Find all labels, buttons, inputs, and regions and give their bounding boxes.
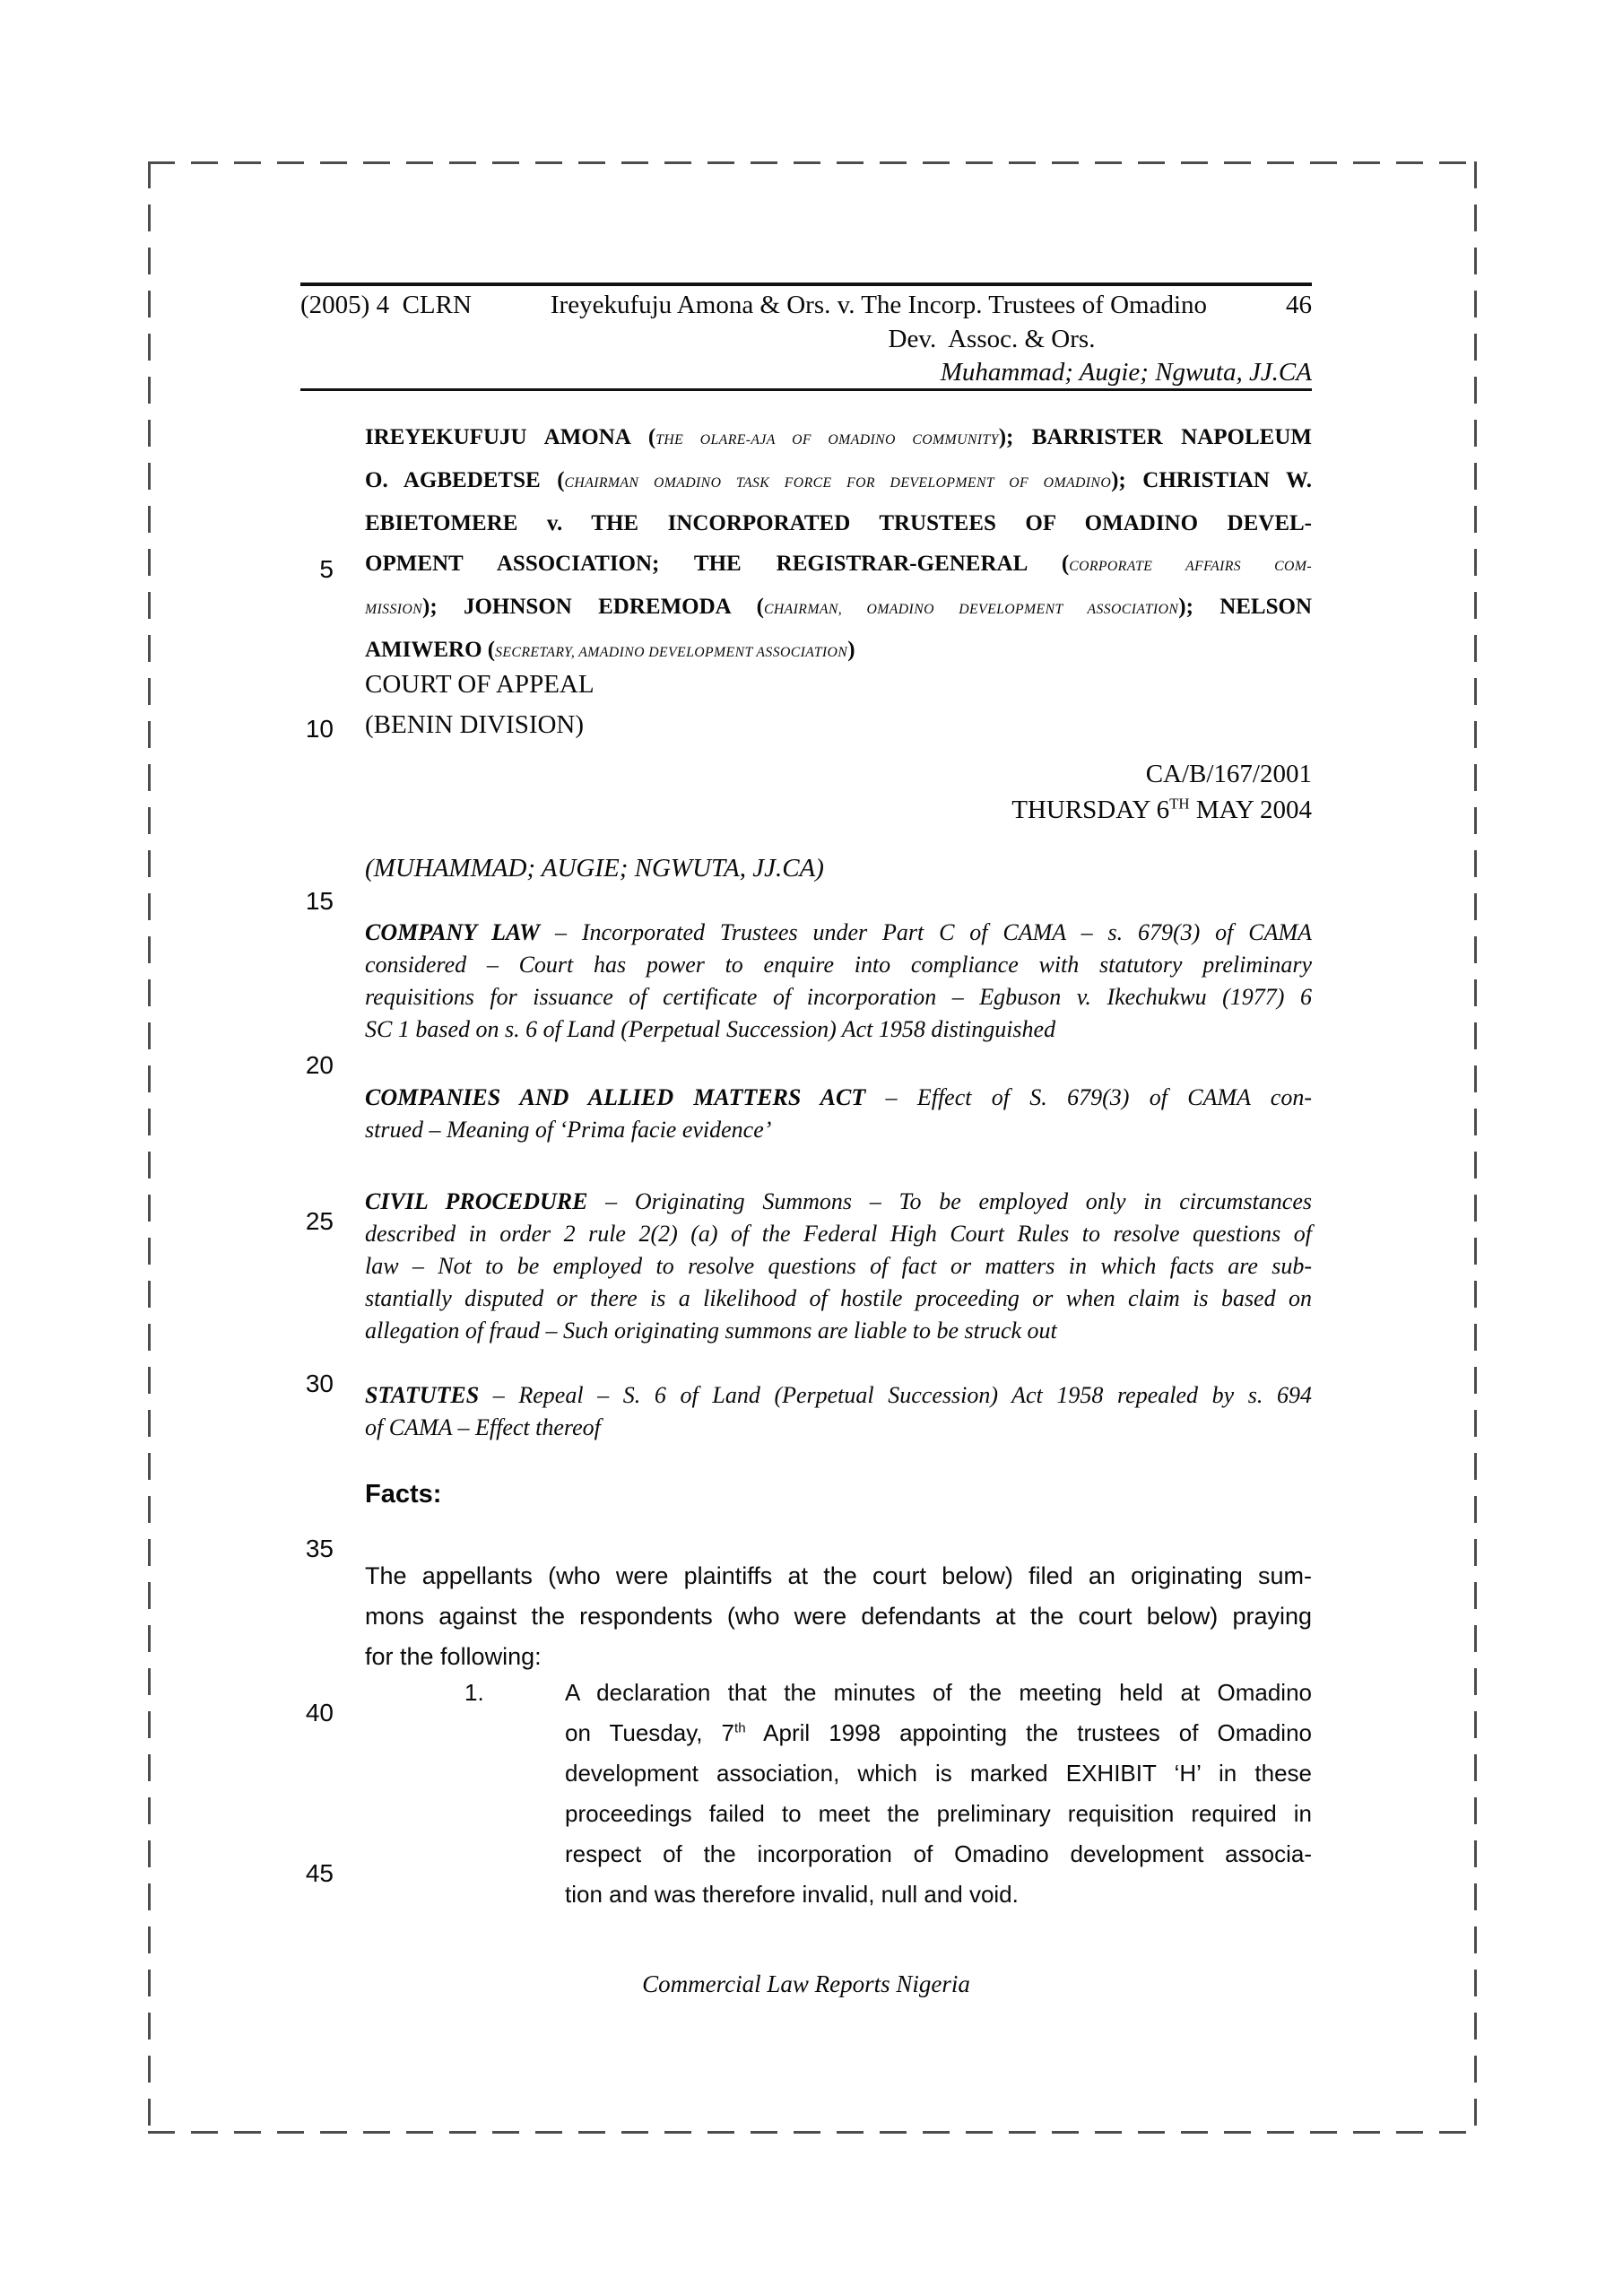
text-line: development association, which is marked EXHIBIT ‘H’ in these — [565, 1760, 1312, 1787]
text-line: SC 1 based on s. 6 of Land (Perpetual Succession) Act 1958 distinguished — [365, 1016, 1056, 1042]
text-line: mons against the respondents (who were defendants at the court below) praying — [365, 1603, 1312, 1630]
hearing-date-day: THURSDAY 6 — [1011, 796, 1170, 824]
text-line: stantially disputed or there is a likelihood of hostile proceeding or when claim is based on — [365, 1285, 1312, 1311]
text-line: OPMENT ASSOCIATION; THE REGISTRAR-GENERAL (CORPORATE AFFAIRS COM- — [365, 552, 1312, 576]
text-line: for the following: — [365, 1643, 542, 1670]
text-line: of CAMA – Effect thereof — [365, 1414, 601, 1440]
catchword-company-law — [365, 917, 1312, 1046]
text-line: MISSION); JOHNSON EDREMODA (CHAIRMAN, OMADINO DEVELOPMENT ASSOCIATION); NELSON — [365, 595, 1313, 619]
text-line: described in order 2 rule 2(2) (a) of the Federal High Court Rules to resolve questions of — [365, 1221, 1312, 1247]
court-division: (BENIN DIVISION) — [365, 710, 585, 739]
margin-line-number-30: 30 — [305, 1370, 334, 1397]
header-rule-top — [300, 283, 1312, 286]
text-line: The appellants (who were plaintiffs at the court below) filed an originating sum- — [365, 1562, 1312, 1589]
hearing-date — [365, 794, 1312, 826]
text-line: A declaration that the minutes of the meeting held at Omadino — [565, 1679, 1312, 1706]
hearing-date-ordinal: TH — [1169, 795, 1190, 813]
text-line: strued – Meaning of ‘Prima facie evidence’ — [365, 1117, 772, 1143]
text-line: law – Not to be employed to resolve questions of fact or matters in which facts are sub- — [365, 1253, 1312, 1279]
text-line: COMPANIES AND ALLIED MATTERS ACT – Effect of S. 679(3) of CAMA con- — [365, 1084, 1312, 1110]
parties-block — [365, 417, 1312, 673]
text-line: considered – Court has power to enquire into compliance with statutory preliminary — [365, 952, 1312, 978]
text-line: requisitions for issuance of certificate of incorporation – Egbuson v. Ikechukwu (1977) 6 — [365, 984, 1312, 1010]
suit-number: CA/B/167/2001 — [1145, 760, 1312, 788]
margin-line-number-40: 40 — [305, 1699, 334, 1726]
catchword-companies-allied-matters-act — [365, 1082, 1312, 1146]
margin-line-number-15: 15 — [305, 887, 334, 915]
margin-line-number-10: 10 — [305, 715, 334, 743]
text-line: tion and was therefore invalid, null and void. — [565, 1881, 1019, 1908]
report-citation: (2005) 4 CLRN — [300, 291, 472, 319]
dashed-border-right — [1474, 161, 1477, 2134]
court-name: COURT OF APPEAL — [365, 670, 595, 699]
judges-header: Muhammad; Augie; Ngwuta, JJ.CA — [940, 358, 1312, 387]
text-line: proceedings failed to meet the preliminary requisition required in — [565, 1800, 1312, 1827]
text-line: COMPANY LAW – Incorporated Trustees under Part C of CAMA – s. 679(3) of CAMA — [365, 919, 1312, 945]
catchword-statutes — [365, 1379, 1312, 1444]
coram: (MUHAMMAD; AUGIE; NGWUTA, JJ.CA) — [365, 854, 824, 883]
catchword-civil-procedure — [365, 1186, 1312, 1347]
text-line: AMIWERO (SECRETARY, AMADINO DEVELOPMENT ASSOCIATION) — [365, 638, 855, 662]
margin-line-number-45: 45 — [305, 1859, 334, 1887]
header-rule-bottom — [300, 388, 1312, 391]
hearing-date-month-year: MAY 2004 — [1189, 796, 1312, 824]
dashed-border-left — [148, 161, 151, 2134]
margin-line-number-35: 35 — [305, 1535, 334, 1562]
text-line: EBIETOMERE v. THE INCORPORATED TRUSTEES OF OMADINO DEVEL- — [365, 511, 1312, 535]
text-line: CIVIL PROCEDURE – Originating Summons – To be employed only in circumstances — [365, 1188, 1312, 1214]
case-name: Ireyekufuju Amona & Ors. v. The Incorp. Trustees of Omadino — [550, 291, 1208, 319]
text-line: IREYEKUFUJU AMONA (THE OLARE-AJA OF OMADINO COMMUNITY); BARRISTER NAPOLEUM — [365, 425, 1312, 449]
margin-line-number-25: 25 — [305, 1207, 334, 1235]
footer-publication-name: Commercial Law Reports Nigeria — [642, 1970, 970, 1997]
case-name-continued: Dev. Assoc. & Ors. — [888, 325, 1096, 353]
text-line: allegation of fraud – Such originating summons are liable to be struck out — [365, 1318, 1057, 1344]
text-line: on Tuesday, 7th April 1998 appointing the trustees of Omadino — [565, 1719, 1312, 1746]
claim-number: 1. — [464, 1679, 484, 1706]
dashed-border-top — [148, 161, 1477, 164]
claim-1-paragraph — [565, 1673, 1312, 1915]
page-number: 46 — [1286, 291, 1312, 319]
facts-intro-paragraph — [365, 1556, 1312, 1677]
dashed-border-bottom — [148, 2131, 1477, 2134]
facts-heading: Facts: — [365, 1480, 442, 1509]
text-line: respect of the incorporation of Omadino development associa- — [565, 1840, 1312, 1867]
margin-line-number-5: 5 — [319, 555, 334, 583]
running-header — [300, 289, 1312, 321]
text-line: O. AGBEDETSE (CHAIRMAN OMADINO TASK FORCE FOR DEVELOPMENT OF OMADINO); CHRISTIAN W. — [365, 468, 1313, 492]
margin-line-number-20: 20 — [305, 1051, 334, 1079]
text-line: STATUTES – Repeal – S. 6 of Land (Perpetual Succession) Act 1958 repealed by s. 694 — [365, 1382, 1312, 1408]
